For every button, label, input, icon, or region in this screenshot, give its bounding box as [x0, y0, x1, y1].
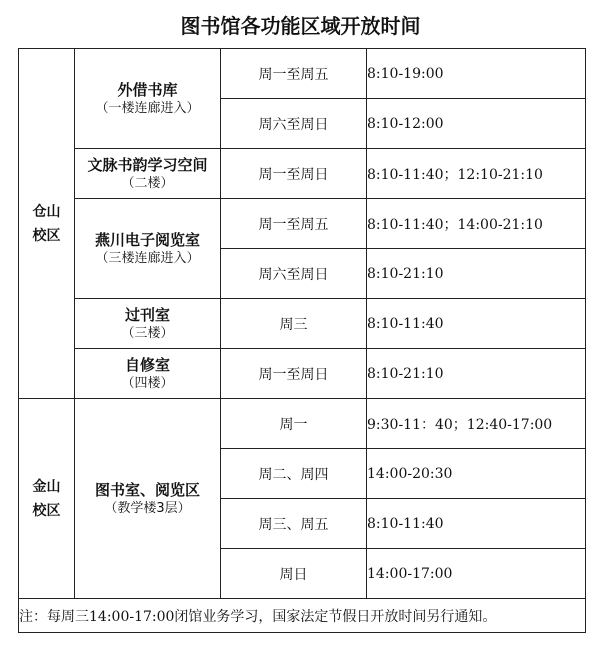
- area-name: 过刊室: [124, 305, 170, 324]
- area-name: 外借书库: [117, 80, 178, 99]
- area-cell: [75, 49, 221, 149]
- footnote: 注：每周三14:00-17:00闭馆业务学习，国家法定节假日开放时间另行通知。: [19, 599, 586, 633]
- area-cell: [75, 399, 221, 599]
- page-title: 图书馆各功能区域开放时间: [180, 14, 421, 38]
- campus-cell-cangshan: [19, 49, 75, 399]
- table-row: [19, 199, 586, 249]
- days-cell: 周六至周日: [221, 249, 367, 299]
- table-row: [19, 599, 586, 633]
- area-name: 文脉书韵学习空间: [87, 155, 208, 174]
- area-cell: [75, 199, 221, 299]
- time-cell: 8:10-11:40；12:10-21:10: [367, 149, 586, 199]
- area-cell: [75, 149, 221, 199]
- table-row: [19, 49, 586, 99]
- days-cell: 周日: [221, 549, 367, 599]
- table-row: [19, 149, 586, 199]
- table-row: [19, 299, 586, 349]
- days-cell: 周六至周日: [221, 99, 367, 149]
- time-cell: 8:10-21:10: [367, 249, 586, 299]
- campus-cell-jinshan: [19, 399, 75, 599]
- days-cell: 周三: [221, 299, 367, 349]
- table-row: [19, 349, 586, 399]
- area-floor: （二楼）: [121, 175, 174, 191]
- time-cell: 14:00-20:30: [367, 449, 586, 499]
- opening-hours-table: [18, 48, 586, 633]
- campus-name-line2: 校区: [32, 227, 61, 244]
- days-cell: 周二、周四: [221, 449, 367, 499]
- campus-name-line1: 金山: [32, 478, 61, 495]
- area-cell: [75, 299, 221, 349]
- days-cell: 周一至周五: [221, 199, 367, 249]
- area-floor: （一楼连廊进入）: [95, 100, 200, 116]
- time-cell: 8:10-11:40: [367, 499, 586, 549]
- area-floor: （四楼）: [121, 375, 174, 391]
- days-cell: 周一至周日: [221, 349, 367, 399]
- time-cell: 9:30-11：40；12:40-17:00: [367, 399, 586, 449]
- area-name: 自修室: [124, 355, 170, 374]
- days-cell: 周三、周五: [221, 499, 367, 549]
- time-cell: 14:00-17:00: [367, 549, 586, 599]
- area-floor: （教学楼3层）: [104, 500, 191, 516]
- time-cell: 8:10-11:40；14:00-21:10: [367, 199, 586, 249]
- time-cell: 8:10-11:40: [367, 299, 586, 349]
- area-floor: （三楼）: [121, 325, 174, 341]
- area-cell: [75, 349, 221, 399]
- days-cell: 周一至周日: [221, 149, 367, 199]
- time-cell: 8:10-19:00: [367, 49, 586, 99]
- time-cell: 8:10-12:00: [367, 99, 586, 149]
- table-row: [19, 399, 586, 449]
- area-floor: （三楼连廊进入）: [95, 250, 200, 266]
- campus-name-line1: 仓山: [32, 203, 61, 220]
- area-name: 图书室、阅览区: [94, 480, 200, 499]
- area-name: 燕川电子阅览室: [94, 230, 200, 249]
- days-cell: 周一至周五: [221, 49, 367, 99]
- time-cell: 8:10-21:10: [367, 349, 586, 399]
- days-cell: 周一: [221, 399, 367, 449]
- campus-name-line2: 校区: [32, 502, 61, 519]
